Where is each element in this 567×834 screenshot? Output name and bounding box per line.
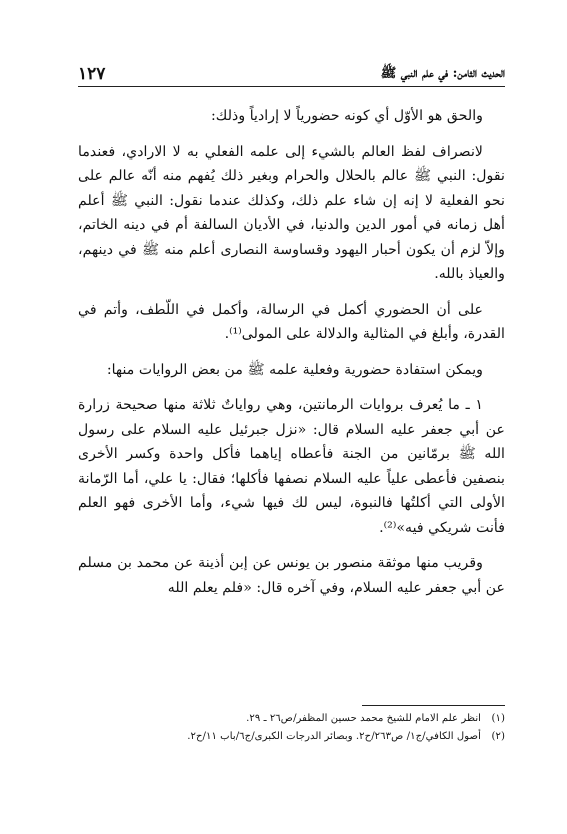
body-text: [78, 104, 505, 600]
footnote-divider: [362, 705, 505, 706]
paragraph: لانصراف لفظ العالم بالشيء إلى علمه الفعلي به لا الارادي، فعندما نقول: النبي ﷺ عالم بالحلال والحرام وبغير ذلك يُفهم منه أنّه عالم على نحو الفعلية لا إنه إن شاء علم ذلك، وكذلك عندما نقول: النبي ﷺ أعلم أهل زمانه في أمور الدين والدنيا، في الأديان السالفة أم في دينه الخاتم، وإلاّ لزم أن يكون أحبار اليهود وقساوسة النصارى أعلم منه ﷺ في دينهم، والعياذ بالله.: [78, 143, 505, 282]
header-divider: [78, 86, 505, 87]
page-number: ١٢٧: [78, 64, 106, 84]
footnote: [78, 728, 505, 746]
footnote-text: انظر علم الامام للشيخ محمد حسين المظفر/ص٢٦ ـ ٢٩.: [246, 713, 481, 724]
paragraph: ١ ـ ما يُعرف بروايات الرمانتين، وهي رواياتٌ ثلاثة منها صحيحة زرارة عن أبي جعفر عليه السلام قال: «نزل جبرئيل عليه السلام على رسول الله ﷺ برمّانين من الجنة فأعطاه إياهما فأكل واحدة وكسر الأخرى بنصفين فأعطى علياً عليه السلام نصفها فأكلها؛ فقال: يا علي، أما الرّمانة الأولى التي أكلتُها فالنبوة، ليس لك فيها شيء، وأما الأخرى فهو العلم فأنت شريكي فيه»⁽²⁾.: [78, 397, 505, 536]
footnote-text: أصول الكافي/ج١/ ص٢٦٣/ح٢. وبصائر الدرجات الكبرى/ج٦/باب ١١/ح٢.: [187, 731, 481, 742]
page-header: [78, 60, 505, 84]
footnote: [78, 710, 505, 728]
paragraph: والحق هو الأوّل أي كونه حضورياً لا إرادياً وذلك:: [210, 108, 483, 124]
footnotes: [78, 710, 505, 746]
paragraph: وقريب منها موثقة منصور بن يونس عن إبن أذينة عن محمد بن مسلم عن أبي جعفر عليه السلام، وفي آخره قال: «فلم يعلم الله: [78, 555, 505, 596]
running-title: الحديث الثامن: في علم النبي ﷺ: [380, 66, 505, 81]
footnote-number: (١): [491, 713, 505, 724]
paragraph: ويمكن استفادة حضورية وفعلية علمه ﷺ من بعض الروايات منها:: [106, 361, 483, 378]
paragraph: على أن الحضوري أكمل في الرسالة، وأكمل في اللّطف، وأتم في القدرة، وأبلغ في المثالية والدلالة على المولى⁽¹⁾.: [78, 301, 505, 342]
footnote-number: (٢): [491, 731, 505, 742]
